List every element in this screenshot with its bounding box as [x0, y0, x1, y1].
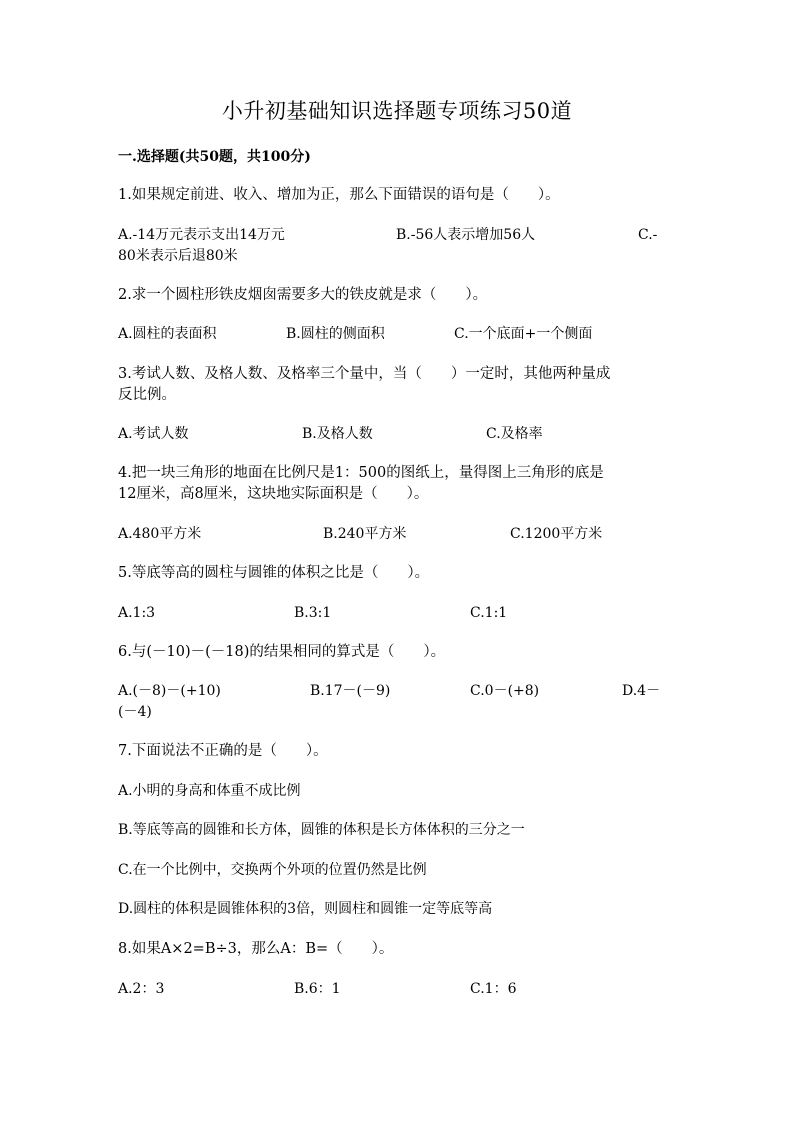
question-3-stem-line-1: 3.考试人数、及格人数、及格率三个量中，当（ ）一定时，其他两种量成 — [118, 366, 611, 382]
question-2-option-a: A.圆柱的表面积 — [118, 326, 217, 342]
question-4-stem-line-2: 12厘米，高8厘米，这块地实际面积是（ ）。 — [118, 486, 429, 502]
question-2-option-c: C.一个底面+一个侧面 — [454, 326, 593, 342]
question-6-option-c: C.0－(+8) — [470, 683, 540, 699]
question-5-option-c: C.1:1 — [470, 605, 508, 621]
question-4-option-c: C.1200平方米 — [510, 526, 603, 542]
question-1-option-c-continued: 80米表示后退80米 — [118, 248, 238, 264]
question-5-option-a: A.1:3 — [118, 605, 156, 621]
question-7-option-a: A.小明的身高和体重不成比例 — [118, 783, 301, 799]
question-7-option-b: B.等底等高的圆锥和长方体，圆锥的体积是长方体体积的三分之一 — [118, 822, 525, 838]
question-6-options — [118, 681, 678, 702]
question-4-options — [118, 524, 678, 545]
question-6-option-a: A.(－8)－(+10) — [118, 683, 221, 699]
question-2-option-b: B.圆柱的侧面积 — [286, 326, 385, 342]
question-1-option-a: A.-14万元表示支出14万元 — [118, 227, 285, 243]
question-7-option-d: D.圆柱的体积是圆锥体积的3倍，则圆柱和圆锥一定等底等高 — [118, 901, 493, 917]
question-8-option-a: A.2：3 — [118, 981, 165, 997]
question-4-option-a: A.480平方米 — [118, 526, 202, 542]
question-6-option-b: B.17－(－9) — [310, 683, 391, 699]
question-3-option-a: A.考试人数 — [118, 426, 189, 442]
question-2-options — [118, 324, 678, 345]
question-2-stem: 2.求一个圆柱形铁皮烟囱需要多大的铁皮就是求（ ）。 — [118, 287, 488, 303]
question-5-option-b: B.3:1 — [294, 605, 332, 621]
question-1-options — [118, 225, 678, 246]
question-6-stem: 6.与(－10)－(－18)的结果相同的算式是（ ）。 — [118, 644, 446, 660]
question-6-option-d: D.4－ — [622, 683, 661, 699]
question-5-stem: 5.等底等高的圆柱与圆锥的体积之比是（ ）。 — [118, 565, 430, 581]
question-7-stem: 7.下面说法不正确的是（ ）。 — [118, 743, 328, 759]
question-3-stem-line-2: 反比例。 — [118, 387, 176, 403]
question-1-stem: 1.如果规定前进、收入、增加为正，那么下面错误的语句是（ ）。 — [118, 187, 560, 203]
question-1-option-b: B.-56人表示增加56人 — [396, 227, 536, 243]
question-3-options — [118, 424, 678, 445]
question-1-option-c: C.- — [638, 227, 658, 243]
question-4-stem-line-1: 4.把一块三角形的地面在比例尺是1：500的图纸上，量得图上三角形的底是 — [118, 465, 604, 481]
question-7-option-c: C.在一个比例中，交换两个外项的位置仍然是比例 — [118, 862, 427, 878]
question-4-option-b: B.240平方米 — [323, 526, 407, 542]
question-6-option-d-continued: (－4) — [118, 704, 152, 720]
question-3-option-c: C.及格率 — [486, 426, 543, 442]
question-8-option-b: B.6：1 — [294, 981, 341, 997]
section-heading: 一.选择题(共50题，共100分) — [118, 149, 311, 165]
question-8-options — [118, 979, 678, 1000]
question-3-option-b: B.及格人数 — [302, 426, 373, 442]
question-8-option-c: C.1：6 — [470, 981, 517, 997]
page-title: 小升初基础知识选择题专项练习50道 — [221, 99, 573, 123]
question-8-stem: 8.如果A×2=B÷3，那么A：B=（ ）。 — [118, 941, 394, 957]
question-5-options — [118, 603, 678, 624]
